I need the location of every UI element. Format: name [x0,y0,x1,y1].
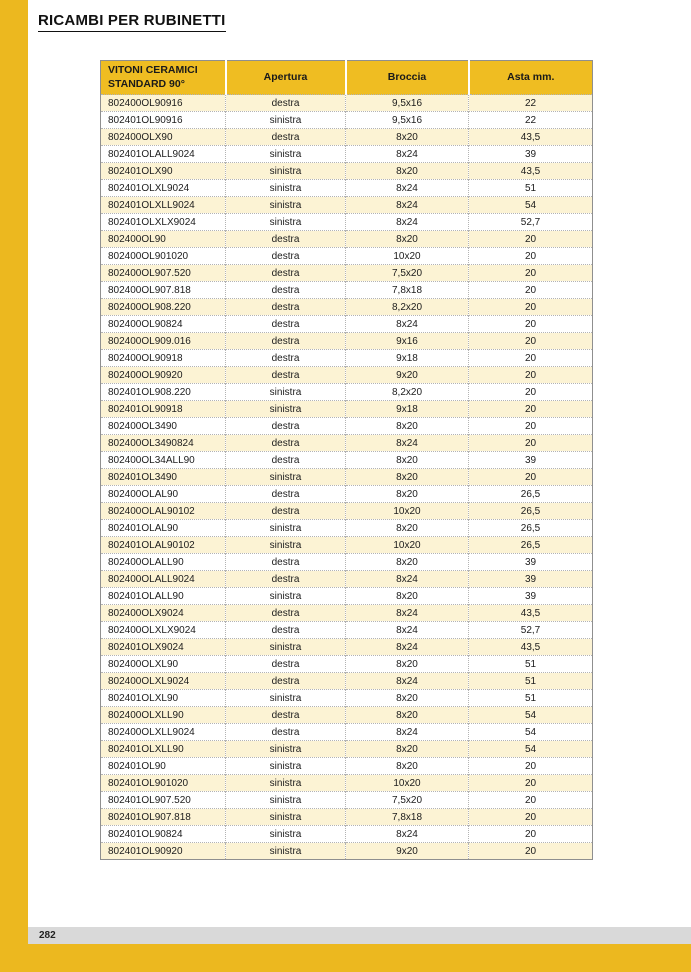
broccia-cell: 9x20 [346,843,469,860]
apertura-cell: destra [226,367,346,384]
code-cell: 802400OL901020 [101,248,226,265]
table-row [101,486,593,503]
table-row [101,724,593,741]
table-row [101,520,593,537]
asta-cell: 39 [469,452,593,469]
table-row [101,673,593,690]
table-row [101,129,593,146]
broccia-cell: 8x20 [346,418,469,435]
apertura-cell: destra [226,605,346,622]
table-row [101,792,593,809]
apertura-cell: destra [226,333,346,350]
asta-cell: 20 [469,316,593,333]
asta-cell: 43,5 [469,163,593,180]
code-cell: 802401OL3490 [101,469,226,486]
broccia-cell: 8x20 [346,163,469,180]
broccia-cell: 8x20 [346,690,469,707]
apertura-cell: sinistra [226,775,346,792]
broccia-cell: 8x20 [346,231,469,248]
code-cell: 802401OL90824 [101,826,226,843]
broccia-cell: 7,8x18 [346,282,469,299]
asta-cell: 54 [469,707,593,724]
code-cell: 802400OLXLL90 [101,707,226,724]
asta-cell: 54 [469,724,593,741]
header-vitoni-ceramici: VITONI CERAMICI STANDARD 90° [101,61,226,95]
table-row [101,197,593,214]
table-row [101,350,593,367]
broccia-cell: 8x24 [346,622,469,639]
apertura-cell: sinistra [226,537,346,554]
apertura-cell: destra [226,452,346,469]
table-row [101,316,593,333]
header-apertura: Apertura [226,61,346,95]
table-row [101,418,593,435]
apertura-cell: destra [226,503,346,520]
table-row [101,333,593,350]
broccia-cell: 9x18 [346,401,469,418]
apertura-cell: destra [226,95,346,112]
asta-cell: 51 [469,690,593,707]
table-row [101,809,593,826]
asta-cell: 39 [469,571,593,588]
asta-cell: 20 [469,282,593,299]
table-row [101,707,593,724]
bottom-accent-bar [0,944,691,972]
apertura-cell: destra [226,418,346,435]
broccia-cell: 9,5x16 [346,112,469,129]
code-cell: 802401OLXL9024 [101,180,226,197]
apertura-cell: destra [226,571,346,588]
asta-cell: 20 [469,792,593,809]
asta-cell: 43,5 [469,605,593,622]
apertura-cell: sinistra [226,469,346,486]
table-row [101,435,593,452]
table-header [101,61,593,95]
table-row [101,503,593,520]
asta-cell: 20 [469,809,593,826]
broccia-cell: 9x20 [346,367,469,384]
table-row [101,265,593,282]
broccia-cell: 9x16 [346,333,469,350]
asta-cell: 39 [469,588,593,605]
broccia-cell: 10x20 [346,537,469,554]
asta-cell: 26,5 [469,520,593,537]
table-row [101,639,593,656]
apertura-cell: destra [226,316,346,333]
code-cell: 802401OLXL90 [101,690,226,707]
code-cell: 802400OLAL90 [101,486,226,503]
code-cell: 802400OL90 [101,231,226,248]
apertura-cell: sinistra [226,401,346,418]
code-cell: 802400OLALL9024 [101,571,226,588]
asta-cell: 26,5 [469,537,593,554]
footer-bar [28,927,691,944]
asta-cell: 43,5 [469,129,593,146]
table-body [101,95,593,860]
table-row [101,656,593,673]
broccia-cell: 8x24 [346,724,469,741]
code-cell: 802400OLXL9024 [101,673,226,690]
code-cell: 802400OLXLX9024 [101,622,226,639]
apertura-cell: destra [226,673,346,690]
asta-cell: 20 [469,401,593,418]
code-cell: 802400OLXL90 [101,656,226,673]
header-broccia: Broccia [346,61,469,95]
code-cell: 802400OL90824 [101,316,226,333]
table-row [101,537,593,554]
broccia-cell: 7,8x18 [346,809,469,826]
apertura-cell: destra [226,350,346,367]
broccia-cell: 8x20 [346,656,469,673]
table-row [101,758,593,775]
broccia-cell: 8x20 [346,741,469,758]
asta-cell: 20 [469,299,593,316]
broccia-cell: 8,2x20 [346,384,469,401]
table-row [101,231,593,248]
table-row [101,367,593,384]
asta-cell: 52,7 [469,622,593,639]
apertura-cell: destra [226,265,346,282]
apertura-cell: sinistra [226,639,346,656]
apertura-cell: destra [226,486,346,503]
code-cell: 802400OL90916 [101,95,226,112]
broccia-cell: 8x20 [346,707,469,724]
apertura-cell: destra [226,299,346,316]
broccia-cell: 8x24 [346,826,469,843]
apertura-cell: sinistra [226,197,346,214]
table-row [101,690,593,707]
table-row [101,826,593,843]
asta-cell: 20 [469,758,593,775]
code-cell: 802401OLXLL9024 [101,197,226,214]
table-row [101,112,593,129]
broccia-cell: 8x20 [346,520,469,537]
code-cell: 802401OL907.520 [101,792,226,809]
code-cell: 802401OLX9024 [101,639,226,656]
apertura-cell: sinistra [226,520,346,537]
page-title: RICAMBI PER RUBINETTI [38,12,226,32]
code-cell: 802400OL34ALL90 [101,452,226,469]
table-row [101,571,593,588]
broccia-cell: 7,5x20 [346,792,469,809]
broccia-cell: 8x24 [346,180,469,197]
parts-table [100,60,593,860]
code-cell: 802400OL90920 [101,367,226,384]
asta-cell: 20 [469,469,593,486]
apertura-cell: destra [226,724,346,741]
broccia-cell: 8x24 [346,571,469,588]
code-cell: 802400OL907.818 [101,282,226,299]
table-row [101,775,593,792]
table-row [101,622,593,639]
apertura-cell: destra [226,707,346,724]
asta-cell: 52,7 [469,214,593,231]
asta-cell: 22 [469,112,593,129]
broccia-cell: 8x20 [346,486,469,503]
apertura-cell: sinistra [226,384,346,401]
code-cell: 802400OL90918 [101,350,226,367]
asta-cell: 20 [469,826,593,843]
code-cell: 802400OLXLL9024 [101,724,226,741]
page-number: 282 [39,930,56,941]
apertura-cell: destra [226,656,346,673]
apertura-cell: destra [226,435,346,452]
apertura-cell: sinistra [226,809,346,826]
code-cell: 802401OL907.818 [101,809,226,826]
asta-cell: 51 [469,180,593,197]
apertura-cell: sinistra [226,163,346,180]
header-row [101,61,593,95]
table-row [101,95,593,112]
broccia-cell: 8x20 [346,588,469,605]
code-cell: 802400OL909.016 [101,333,226,350]
apertura-cell: destra [226,129,346,146]
table-row [101,741,593,758]
broccia-cell: 8x24 [346,673,469,690]
table-row [101,588,593,605]
code-cell: 802401OLALL90 [101,588,226,605]
broccia-cell: 8x20 [346,129,469,146]
code-cell: 802400OL908.220 [101,299,226,316]
asta-cell: 20 [469,384,593,401]
apertura-cell: sinistra [226,112,346,129]
broccia-cell: 7,5x20 [346,265,469,282]
code-cell: 802400OL3490 [101,418,226,435]
asta-cell: 20 [469,265,593,282]
code-cell: 802401OLX90 [101,163,226,180]
apertura-cell: sinistra [226,690,346,707]
code-cell: 802401OL90916 [101,112,226,129]
table-row [101,401,593,418]
code-cell: 802401OLAL90102 [101,537,226,554]
asta-cell: 22 [469,95,593,112]
apertura-cell: destra [226,282,346,299]
asta-cell: 20 [469,843,593,860]
table-row [101,384,593,401]
asta-cell: 26,5 [469,486,593,503]
asta-cell: 20 [469,418,593,435]
broccia-cell: 9x18 [346,350,469,367]
apertura-cell: sinistra [226,180,346,197]
code-cell: 802401OL90918 [101,401,226,418]
apertura-cell: sinistra [226,741,346,758]
code-cell: 802401OL901020 [101,775,226,792]
asta-cell: 20 [469,350,593,367]
apertura-cell: sinistra [226,758,346,775]
apertura-cell: sinistra [226,843,346,860]
asta-cell: 20 [469,367,593,384]
header-asta-mm: Asta mm. [469,61,593,95]
apertura-cell: destra [226,554,346,571]
table-row [101,248,593,265]
code-cell: 802400OLX90 [101,129,226,146]
asta-cell: 20 [469,248,593,265]
asta-cell: 20 [469,333,593,350]
broccia-cell: 10x20 [346,503,469,520]
asta-cell: 54 [469,741,593,758]
broccia-cell: 8x20 [346,758,469,775]
asta-cell: 20 [469,775,593,792]
apertura-cell: destra [226,622,346,639]
asta-cell: 20 [469,435,593,452]
broccia-cell: 8x20 [346,554,469,571]
table-row [101,605,593,622]
broccia-cell: 8,2x20 [346,299,469,316]
code-cell: 802401OLALL9024 [101,146,226,163]
apertura-cell: destra [226,231,346,248]
broccia-cell: 8x24 [346,316,469,333]
asta-cell: 43,5 [469,639,593,656]
table-row [101,214,593,231]
asta-cell: 51 [469,656,593,673]
code-cell: 802400OL3490824 [101,435,226,452]
code-cell: 802400OLAL90102 [101,503,226,520]
code-cell: 802401OL908.220 [101,384,226,401]
code-cell: 802400OLALL90 [101,554,226,571]
asta-cell: 54 [469,197,593,214]
asta-cell: 26,5 [469,503,593,520]
code-cell: 802401OL90920 [101,843,226,860]
code-cell: 802401OL90 [101,758,226,775]
code-cell: 802400OL907.520 [101,265,226,282]
table-row [101,554,593,571]
table-row [101,299,593,316]
broccia-cell: 10x20 [346,775,469,792]
broccia-cell: 8x24 [346,197,469,214]
asta-cell: 51 [469,673,593,690]
table-row [101,180,593,197]
apertura-cell: sinistra [226,214,346,231]
left-accent-bar [0,0,28,972]
broccia-cell: 8x24 [346,639,469,656]
table-row [101,163,593,180]
code-cell: 802401OLXLX9024 [101,214,226,231]
code-cell: 802401OLAL90 [101,520,226,537]
asta-cell: 20 [469,231,593,248]
table-row [101,146,593,163]
broccia-cell: 9,5x16 [346,95,469,112]
apertura-cell: destra [226,248,346,265]
asta-cell: 39 [469,146,593,163]
broccia-cell: 8x24 [346,605,469,622]
code-cell: 802401OLXLL90 [101,741,226,758]
broccia-cell: 8x24 [346,214,469,231]
table-row [101,469,593,486]
broccia-cell: 8x24 [346,146,469,163]
broccia-cell: 8x24 [346,435,469,452]
apertura-cell: sinistra [226,588,346,605]
asta-cell: 39 [469,554,593,571]
apertura-cell: sinistra [226,146,346,163]
broccia-cell: 8x20 [346,452,469,469]
apertura-cell: sinistra [226,826,346,843]
code-cell: 802400OLX9024 [101,605,226,622]
table-row [101,452,593,469]
table-row [101,282,593,299]
table-row [101,843,593,860]
broccia-cell: 8x20 [346,469,469,486]
apertura-cell: sinistra [226,792,346,809]
broccia-cell: 10x20 [346,248,469,265]
